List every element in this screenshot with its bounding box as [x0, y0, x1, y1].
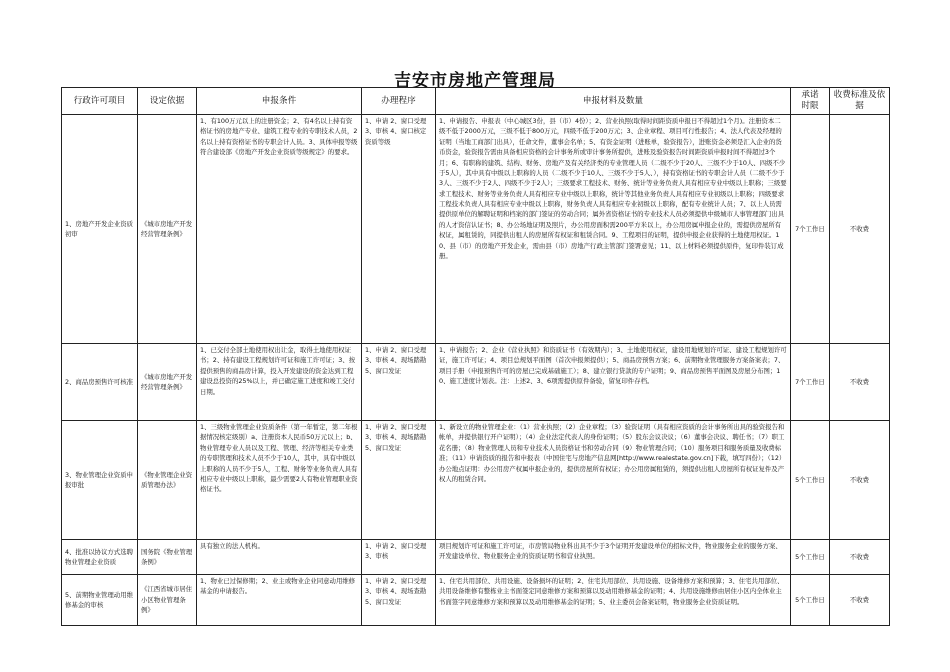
item-cell: 4、批准以协议方式选聘物业管理企业资质 [62, 540, 138, 575]
basis-cell: 国务院《物业管理条例》 [138, 540, 197, 575]
table-row [62, 575, 890, 626]
fee-cell: 不收费 [830, 115, 890, 344]
fee-cell: 不收费 [830, 540, 890, 575]
materials-cell: 项目规划许可证和施工许可证，市房管局物业科出具不少于3个证明开发建设单位的招标文件，物业服务企业的服务方案、开发建设单位、物业服务企业的资质证明书和营业执照。 [436, 540, 791, 575]
conditions-cell: 1、物业已过保修期；2、业主或物业企业同意动用维修基金的申请报告。 [197, 575, 362, 626]
conditions-cell: 1、三级物业管理企业资质条件（第一年暂定，第二年根据情况核定级别）a、注册资本人民币50万元以上；b、物业管理专业人员以及工程、管理、经济等相关专业类的专职管理和技术人员不少于10人，其中，具有中级以上职称的人员不少于5人，工程、财务等业务负责人具有相应专业中级以上职称，最少需要2人有物业管理职业资格证书。 [197, 421, 362, 540]
header-basis: 设定依据 [138, 88, 197, 115]
conditions-cell: 1、已交付全部土地使用权出让金，取得土地使用权证书；2、持有建设工程规划许可证和施工许可证；3、按提供预售的商品房计算，投入开发建设的资金达到工程建设总投资的25%以上，并已确定施工进度和竣工交付日期。 [197, 344, 362, 421]
time-cell: 5个工作日 [791, 421, 830, 540]
conditions-cell: 1、有100万元以上的注册资金；2、有4名以上持有资格证书的房地产专业、建筑工程专业的专职技术人员，2名以上持有资格证书的专职会计人员。3、具体申报等级符合建设部《房地产开发企业资质等级规定》的要求。 [197, 115, 362, 344]
procedure-cell: 1、申请 2、窗口受理 3、审核 4、现场踏勘 5、窗口发证 [362, 344, 436, 421]
permit-table [61, 87, 890, 626]
basis-cell: 《城市房地产开发经营管理条例》 [138, 344, 197, 421]
time-cell: 5个工作日 [791, 575, 830, 626]
header-item: 行政许可项目 [62, 88, 138, 115]
conditions-cell: 具有独立的法人机构。 [197, 540, 362, 575]
time-cell: 5个工作日 [791, 540, 830, 575]
table-row [62, 421, 890, 540]
header-materials: 申报材料及数量 [436, 88, 791, 115]
item-cell: 5、前期物业管理动用维修基金的审核 [62, 575, 138, 626]
header-conditions: 申报条件 [197, 88, 362, 115]
materials-cell: 1、住宅共用部位、共用设施、设备损坏的证明；2、住宅共用部位、共用设施、设备维修方案和预算；3、住宅共用部位、共用设备维修有整栋业主书面签定同意维修方案和预算以及动用维修基金的证明；4、共用设施维修由居住小区内全体业主书面签字同意维修方案和预算以及动用维修基金的证明；5、业主委员会备案证明，物业服务企业资质证明。 [436, 575, 791, 626]
fee-cell: 不收费 [830, 421, 890, 540]
item-cell: 3、物业管理企业资质申报审批 [62, 421, 138, 540]
basis-cell: 《城市房地产开发经营管理条例》 [138, 115, 197, 344]
header-procedure: 办理程序 [362, 88, 436, 115]
header-fee: 收费标准及依据 [830, 88, 890, 115]
procedure-cell: 1、申请 2、窗口受理 3、审核 4、现场查勘 5、窗口发证 [362, 575, 436, 626]
item-cell: 2、商品房预售许可核准 [62, 344, 138, 421]
header-row [62, 88, 890, 115]
item-cell: 1、房地产开发企业资质初审 [62, 115, 138, 344]
materials-cell: 1、新设立的物业管理企业：（1）营业执照；（2）企业章程；（3）验资证明（具有相应资质的会计事务所出具的验资报告和帐单，并提供银行开户证明）；（4）企业法定代表人的身份证明；（5）股东会议决议；（6）董事会决议、聘任书；（7）职工花名册；（8）物业管理人员和专业技术人员资格证书和劳动合同（9）物业管理合同；（10）服务项目和服务质量及收费标准；（11）申请资质的报告和申报表（中国住宅与房地产信息网[http://www.realestate.gov.cn]下载，填写四份）；（12）办公地点证明：办公用房产权属申报企业的，提供房屋所有权证；办公用房属租赁的，须提供出租人房屋所有权证复件及产权人的租赁合同。 [436, 421, 791, 540]
materials-cell: 1、申请报告、申报表（中心城区3份，县（市）4份）；2、营业执照(取得时间距资质申报日不得超过1个月)。注册资本二级不低于2000万元，三级不低于800万元，四级不低于200万元；3、企业章程、项目可行性报告；4、法人代表及经理的证明（当地工商部门出具），任命文件，董事会名单；5、有资金证明（进账单，验资报告），进账资金必须是汇入企业的货币资金，验资报告需由具备相应资格的会计事务所或审计事务所提供，进账及验资报告时间距资质申报时间不得超过3个月；6、有职称的建筑、结构、财务、房地产及有关经济类的专业管理人员（二级不少于20人、三级不少于10人、四级不少于5人），其中具有中级以上职称的人员（二级不少于10人、三级不少于5人、），持有资格证书的专职会计人员（二级不少于3人、三级不少于2人、四级不少于2人）；三级要求工程技术、财务、统计等业务负责人具有相应专业中级以上职称；三级要求工程技术、财务等业务负责人具有相应专业中级以上职称，统计等其他业务负责人具有相应专业初级以上职称；四级要求工程技术负责人具有相应专业中级以上职称，财务负责人具有相应专业初级以上职称，配有专业统计人员；7、以上人员需提供原单位的解聘证明和档案的部门签证的劳动合同；属外省资格证书的专业技术人员必须提供中级城市人事管理部门出具的人才资信认证书；8、办公场地证明及照片，办公用房面积需200平方米以上，办公用房属申报企业的，需提供房屋所有权证，属租赁的，同提供出租人的房屋所有权证和租赁合同。9、工程项目的证明，提供申报企业获得的土地使用权证。10、县（市）的房地产开发企业，需由县（市）房地产行政主管部门签署意见；11、以上材料必须提供原件，复印件装订成册。 [436, 115, 791, 344]
table-row [62, 344, 890, 421]
header-time: 承诺时限 [791, 88, 830, 115]
table-row [62, 115, 890, 344]
table-row [62, 540, 890, 575]
basis-cell: 《江西省城市居住小区物业管理条例》 [138, 575, 197, 626]
basis-cell: 《物业管理企业资质管理办法》 [138, 421, 197, 540]
fee-cell: 不收费 [830, 344, 890, 421]
page-title: 吉安市房地产管理局 [394, 71, 556, 91]
procedure-cell: 1、申请 2、窗口受理 3、审核 4、窗口核定资质等级 [362, 115, 436, 344]
time-cell: 7个工作日 [791, 115, 830, 344]
time-cell: 7个工作日 [791, 344, 830, 421]
fee-cell: 不收费 [830, 575, 890, 626]
procedure-cell: 1、申请 2、窗口受理 3、审核 4、现场踏勘 5、窗口发证 [362, 421, 436, 540]
materials-cell: 1、申请报告；2、企业《营业执照》和资质证书（有效期内）；3、土地使用权证，建设用地规划许可证、建设工程规划许可证，施工许可证；4、项目总规划平面图（首次申报须提供）；5、商品房预售方案；6、前期物业管理服务方案备案表；7、项目手册（申报预售许可的房屋已完成基础施工）；8、建立银行贷款的专户证明；9、商品房预售平面图及房屋分布图；10、施工进度计划表。注：上述2、3、6项需提供原件备验，留复印件存档。 [436, 344, 791, 421]
procedure-cell: 1、申请 2、窗口受理 3、审核 [362, 540, 436, 575]
